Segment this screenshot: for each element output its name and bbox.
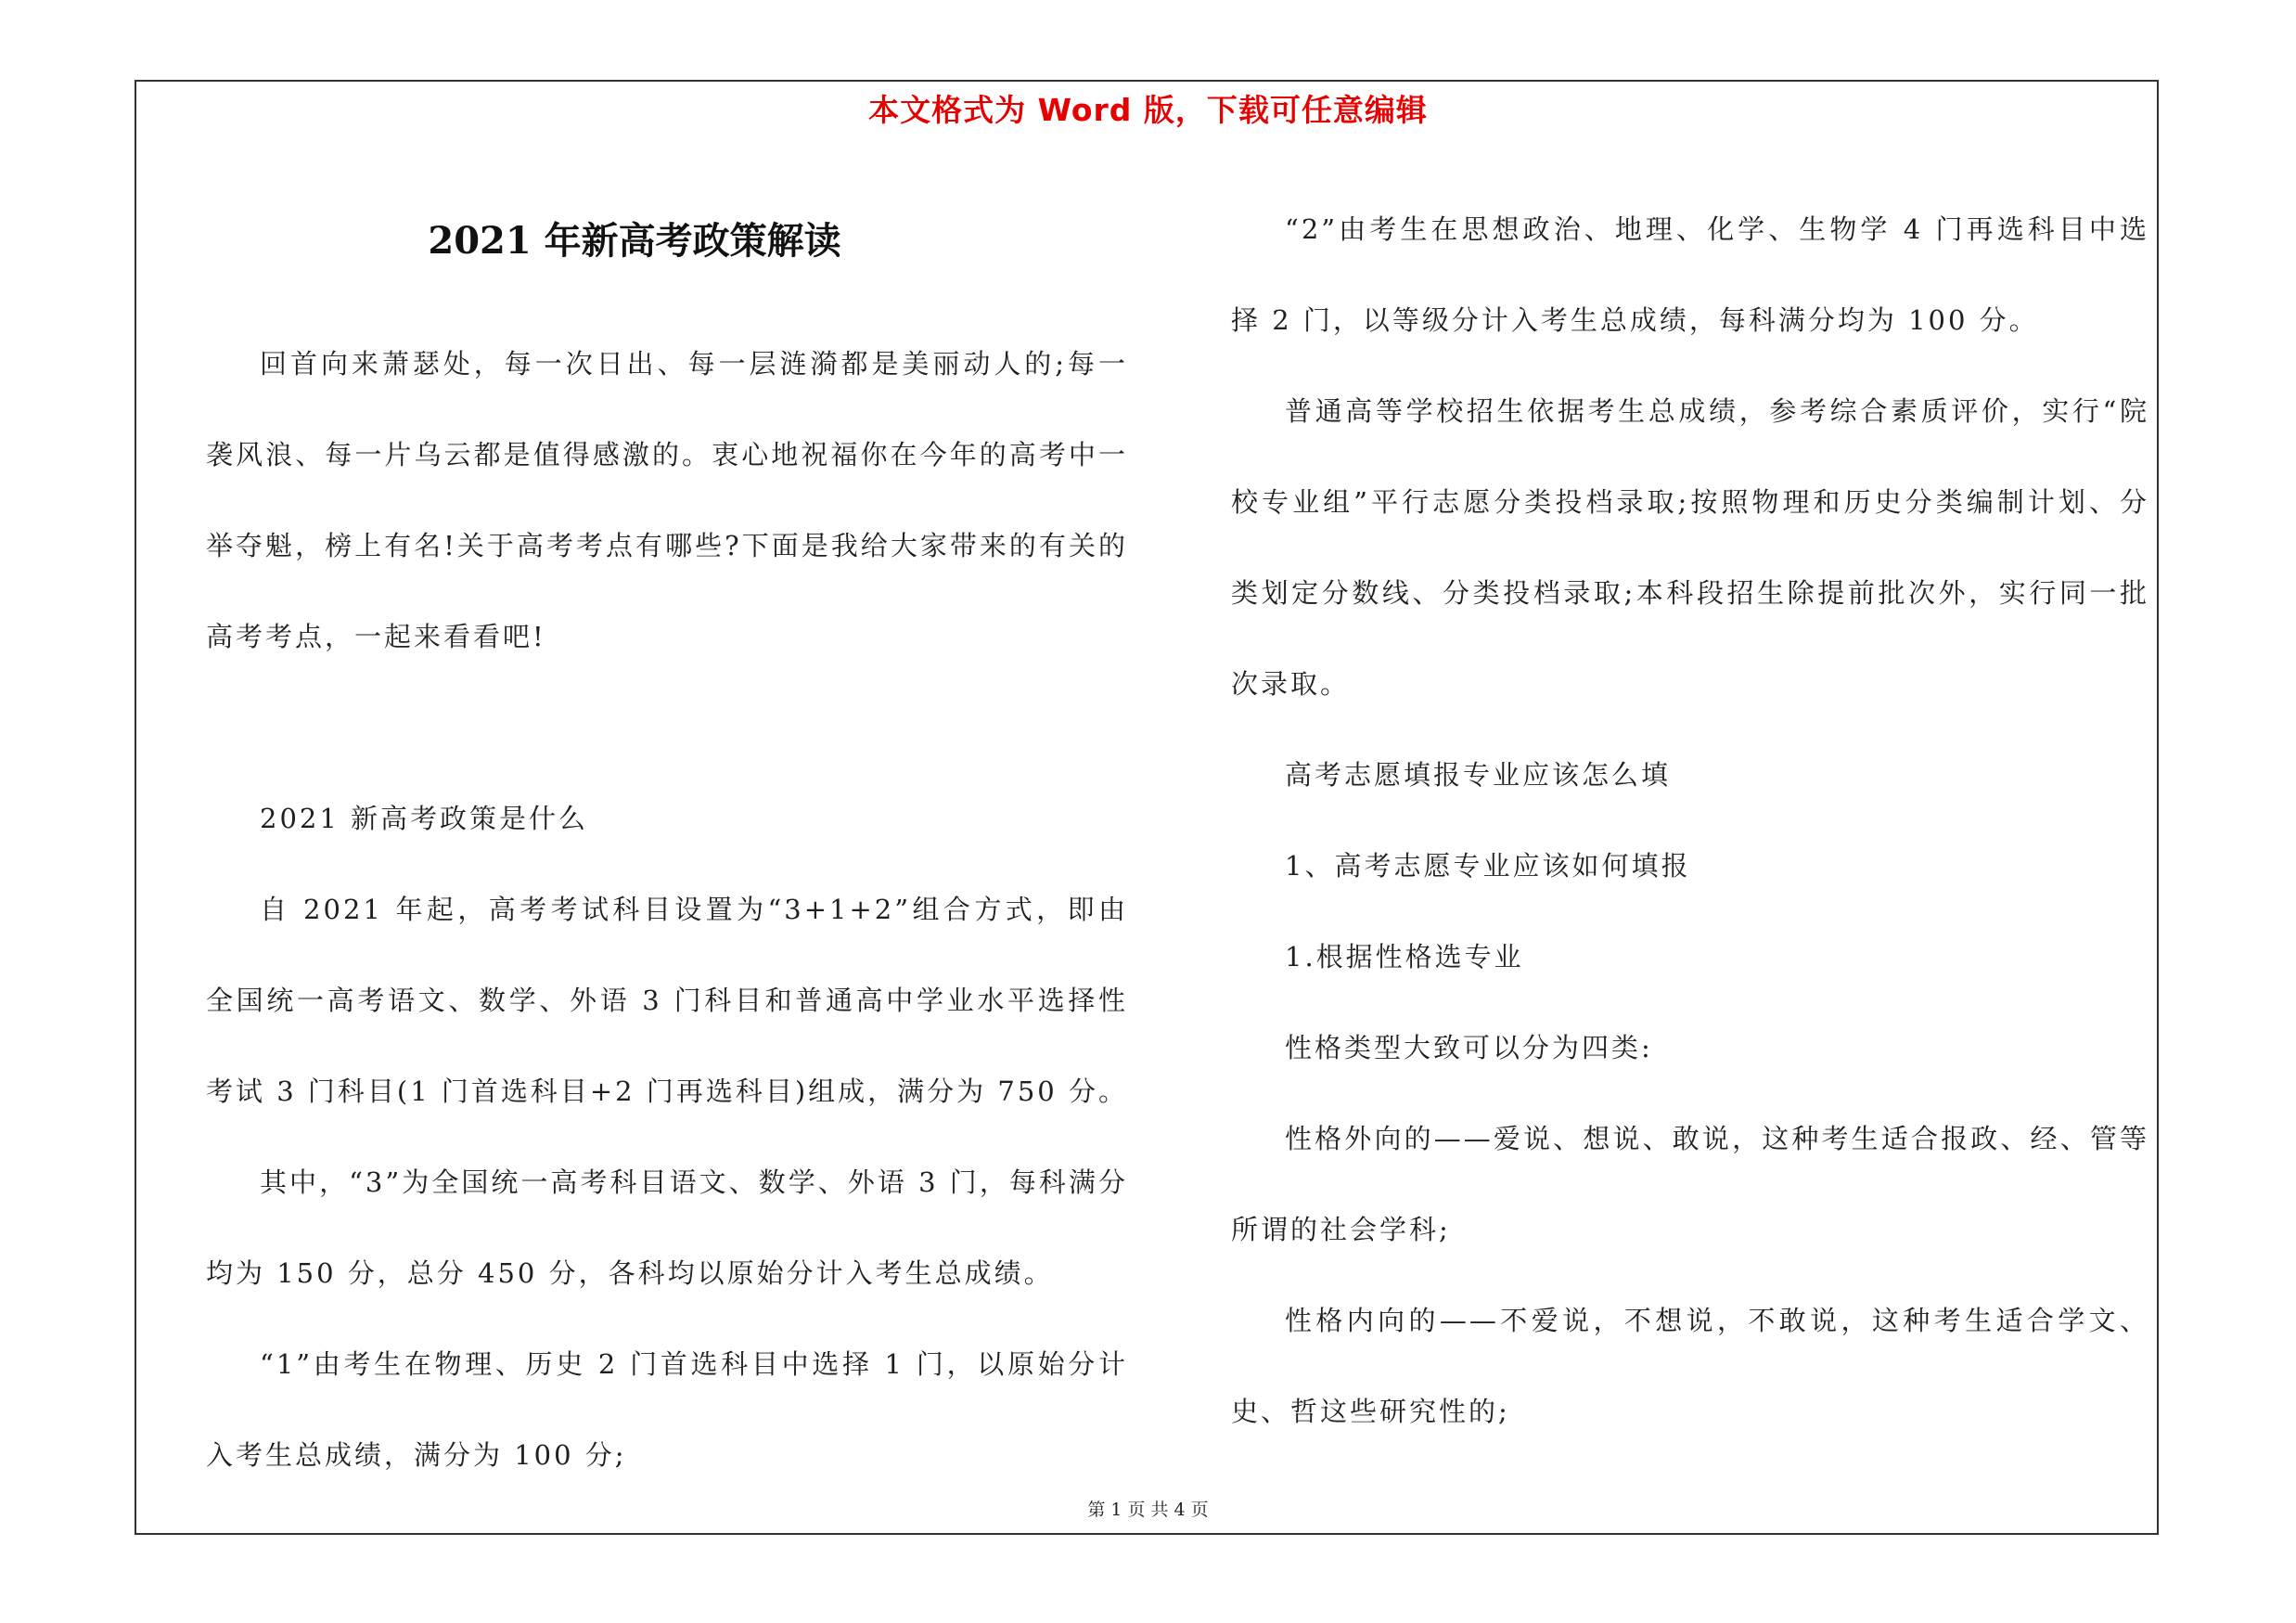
paragraph-extrovert: 性格外向的——爱说、想说、敢说，这种考生适合报政、经、管等所谓的社会学科; [1231, 1123, 2149, 1245]
document-title: 2021 年新高考政策解读 [428, 219, 841, 263]
subheading-personality: 1.根据性格选专业 [1285, 941, 1524, 973]
paragraph-exam-structure: 自 2021 年起，高考考试科目设置为“3+1+2”组合方式，即由全国统一高考语文、数学、外语 3 门科目和普通高中学业水平选择性考试 3 门科目(1 门首选科目+2 门再选科目)组成，满分为 750 分。 [206, 894, 1128, 1107]
page-number-footer: 第 1 页 共 4 页 [1087, 1500, 1209, 1520]
left-column [206, 318, 1128, 1501]
paragraph-personality-types: 性格类型大致可以分为四类: [1285, 1032, 1653, 1063]
intro-paragraph: 回首向来萧瑟处，每一次日出、每一层涟漪都是美丽动人的;每一袭风浪、每一片乌云都是值得感激的。衷心地祝福你在今年的高考中一举夺魁，榜上有名!关于高考考点有哪些?下面是我给大家带来的有关的高考考点，一起来看看吧! [206, 348, 1128, 652]
section-heading-volunteer: 高考志愿填报专业应该怎么填 [1285, 759, 1672, 791]
right-column [1231, 184, 2149, 1457]
paragraph-one-subject: “1”由考生在物理、历史 2 门首选科目中选择 1 门，以原始分计入考生总成绩，满分为 100 分; [206, 1348, 1128, 1471]
paragraph-gap [206, 682, 1128, 773]
format-banner: 本文格式为 Word 版，下载可任意编辑 [868, 92, 1428, 128]
paragraph-admission: 普通高等学校招生依据考生总成绩，参考综合素质评价，实行“院校专业组”平行志愿分类投档录取;按照物理和历史分类编制计划、分类划定分数线、分类投档录取;本科段招生除提前批次外，实行同一批次录取。 [1231, 395, 2149, 700]
paragraph-introvert: 性格内向的——不爱说，不想说，不敢说，这种考生适合学文、史、哲这些研究性的; [1231, 1305, 2149, 1427]
paragraph-three-subjects: 其中，“3”为全国统一高考科目语文、数学、外语 3 门，每科满分均为 150 分，总分 450 分，各科均以原始分计入考生总成绩。 [206, 1166, 1128, 1289]
section-heading-policy: 2021 新高考政策是什么 [260, 803, 589, 834]
paragraph-two-subjects: “2”由考生在思想政治、地理、化学、生物学 4 门再选科目中选择 2 门，以等级分计入考生总成绩，每科满分均为 100 分。 [1231, 213, 2149, 336]
subheading-how-to-fill: 1、高考志愿专业应该如何填报 [1285, 850, 1691, 882]
